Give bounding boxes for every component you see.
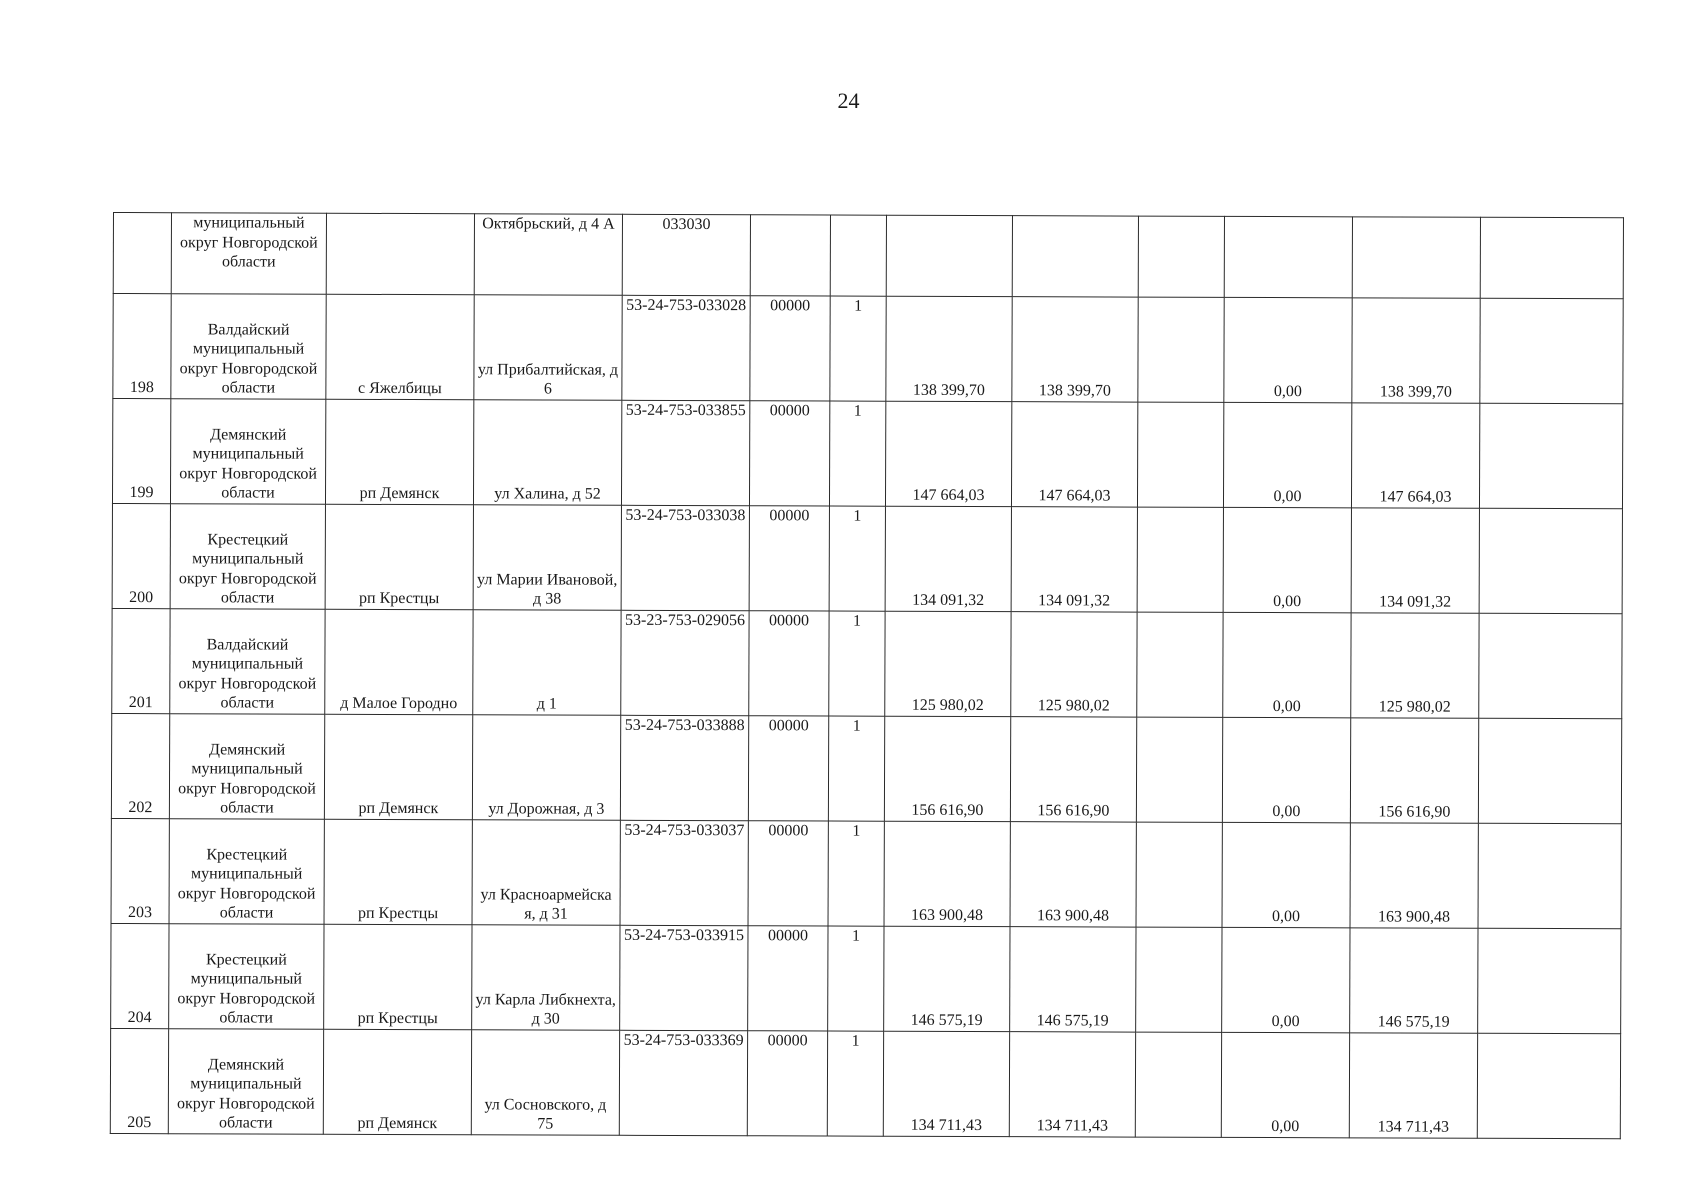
cell-amount1: 134 711,43 xyxy=(1009,1032,1135,1137)
cell-amount1: 156 616,90 xyxy=(1010,717,1136,822)
table-row xyxy=(110,1028,1620,1138)
cell-amount3: 134 711,43 xyxy=(1349,1033,1477,1138)
cell-code: 53-24-753-033888 xyxy=(620,715,748,820)
cell-total: 156 616,90 xyxy=(884,716,1010,821)
cell-amount2: 0,00 xyxy=(1222,927,1350,1032)
cell-municipality: Валдайский муниципальный округ Новгородской области xyxy=(170,609,325,715)
cell-total: 163 900,48 xyxy=(884,821,1010,926)
table-row-continuation xyxy=(113,213,1623,299)
cell-zeros: 00000 xyxy=(748,821,828,926)
cell-num: 204 xyxy=(111,923,169,1028)
table-row xyxy=(111,713,1621,823)
cell-amount1: 147 664,03 xyxy=(1011,402,1137,507)
cell-municipality: Демянский муниципальный округ Новгородской области xyxy=(168,1029,323,1135)
cell-code: 53-24-753-033855 xyxy=(621,400,749,505)
table-row xyxy=(112,399,1622,509)
cell-zeros: 00000 xyxy=(748,926,828,1031)
cell-code: 033030 xyxy=(622,214,750,295)
cell-amount1: 125 980,02 xyxy=(1011,612,1137,717)
cell-empty xyxy=(1136,927,1222,1032)
cell-address: ул Красноармейска я, д 31 xyxy=(472,820,620,926)
cell-empty xyxy=(1137,612,1223,717)
cell-address: д 1 xyxy=(473,610,621,716)
cell-amount1: 134 091,32 xyxy=(1011,507,1137,612)
cell-amount3: 146 575,19 xyxy=(1350,928,1478,1033)
cell-count: 1 xyxy=(829,506,885,611)
cell-locality: рп Демянск xyxy=(323,1029,471,1135)
cell-amount2: 0,00 xyxy=(1223,402,1351,507)
cell-zeros: 00000 xyxy=(748,716,828,821)
cell-empty xyxy=(1477,1033,1620,1138)
cell-count: 1 xyxy=(829,401,885,506)
cell-num: 200 xyxy=(112,503,170,608)
cell-code: 53-24-753-033369 xyxy=(619,1030,747,1135)
cell-amount2 xyxy=(1224,216,1352,297)
cell-count: 1 xyxy=(830,296,886,401)
cell-municipality: Демянский муниципальный округ Новгородской области xyxy=(170,399,325,505)
cell-zeros: 00000 xyxy=(749,506,829,611)
cell-total: 147 664,03 xyxy=(885,401,1011,506)
cell-address: ул Халина, д 52 xyxy=(473,400,621,506)
table-row xyxy=(112,608,1622,718)
cell-code: 53-24-753-033028 xyxy=(622,295,750,400)
cell-municipality: Крестецкий муниципальный округ Новгородской области xyxy=(169,819,324,925)
cell-locality: д Малое Городно xyxy=(325,609,473,715)
cell-address: ул Прибалтийская, д 6 xyxy=(474,295,622,401)
cell-locality: рп Крестцы xyxy=(324,819,472,925)
cell-empty xyxy=(1138,297,1224,402)
cell-address: ул Сосновского, д 75 xyxy=(471,1030,619,1136)
cell-amount1: 146 575,19 xyxy=(1010,927,1136,1032)
cell-municipality: Крестецкий муниципальный округ Новгородской области xyxy=(169,924,324,1030)
cell-amount2: 0,00 xyxy=(1222,822,1350,927)
cell-empty xyxy=(1478,718,1621,823)
cell-total: 146 575,19 xyxy=(884,926,1010,1031)
cell-num: 198 xyxy=(113,294,171,399)
cell-zeros xyxy=(750,215,830,296)
cell-empty xyxy=(1137,402,1223,507)
cell-amount2: 0,00 xyxy=(1223,507,1351,612)
cell-count: 1 xyxy=(828,821,884,926)
cell-zeros: 00000 xyxy=(747,1031,827,1136)
cell-num: 201 xyxy=(112,608,170,713)
cell-address: ул Дорожная, д 3 xyxy=(472,715,620,821)
cell-amount3 xyxy=(1352,217,1480,298)
cell-num xyxy=(113,213,171,294)
cell-locality: рп Демянск xyxy=(324,714,472,820)
cell-empty xyxy=(1138,216,1224,297)
cell-amount3: 147 664,03 xyxy=(1351,403,1479,508)
cell-amount3: 156 616,90 xyxy=(1350,718,1478,823)
page-number: 24 xyxy=(837,88,860,113)
cell-address: Октябрьский, д 4 А xyxy=(474,214,622,296)
cell-code: 53-24-753-033915 xyxy=(620,925,748,1030)
cell-empty xyxy=(1478,928,1621,1033)
cell-total: 134 091,32 xyxy=(885,506,1011,611)
cell-amount2: 0,00 xyxy=(1223,612,1351,717)
cell-zeros: 00000 xyxy=(749,611,829,716)
cell-empty xyxy=(1136,717,1222,822)
cell-address: ул Карла Либкнехта, д 30 xyxy=(472,925,620,1031)
cell-empty xyxy=(1135,1032,1221,1137)
cell-locality: рп Демянск xyxy=(325,399,473,505)
cell-num: 205 xyxy=(110,1028,168,1133)
cell-count: 1 xyxy=(827,1031,883,1136)
cell-code: 53-24-753-033038 xyxy=(621,505,749,610)
cell-municipality: Демянский муниципальный округ Новгородской области xyxy=(169,714,324,820)
cell-empty xyxy=(1480,298,1623,403)
table-row xyxy=(111,923,1621,1033)
cell-zeros: 00000 xyxy=(750,296,830,401)
cell-total: 134 711,43 xyxy=(883,1031,1009,1136)
cell-count xyxy=(830,215,886,296)
cell-locality: рп Крестцы xyxy=(324,924,472,1030)
cell-amount3: 163 900,48 xyxy=(1350,823,1478,928)
registry-table xyxy=(110,212,1624,1139)
cell-municipality: Крестецкий муниципальный округ Новгородской области xyxy=(170,504,325,610)
cell-amount2: 0,00 xyxy=(1222,717,1350,822)
cell-empty xyxy=(1479,403,1622,508)
cell-municipality: Валдайский муниципальный округ Новгородской области xyxy=(171,294,326,400)
cell-amount2: 0,00 xyxy=(1224,297,1352,402)
cell-address: ул Марии Ивановой, д 38 xyxy=(473,505,621,611)
cell-empty xyxy=(1479,613,1622,718)
cell-amount3: 138 399,70 xyxy=(1352,298,1480,403)
cell-municipality: муниципальный округ Новгородской области xyxy=(171,213,326,295)
cell-total: 138 399,70 xyxy=(886,296,1012,401)
cell-locality: рп Крестцы xyxy=(325,504,473,610)
cell-count: 1 xyxy=(828,926,884,1031)
cell-amount3: 125 980,02 xyxy=(1351,613,1479,718)
cell-locality xyxy=(326,213,474,295)
cell-amount1 xyxy=(1012,216,1138,297)
cell-code: 53-23-753-029056 xyxy=(621,610,749,715)
cell-num: 203 xyxy=(111,818,169,923)
cell-empty xyxy=(1136,822,1222,927)
table-row xyxy=(113,294,1623,404)
table-row xyxy=(112,503,1622,613)
cell-amount3: 134 091,32 xyxy=(1351,508,1479,613)
cell-zeros: 00000 xyxy=(749,401,829,506)
cell-empty xyxy=(1480,217,1623,298)
cell-empty xyxy=(1479,508,1622,613)
cell-amount1: 163 900,48 xyxy=(1010,822,1136,927)
cell-code: 53-24-753-033037 xyxy=(620,820,748,925)
cell-total xyxy=(886,215,1012,296)
cell-total: 125 980,02 xyxy=(885,611,1011,716)
cell-count: 1 xyxy=(828,716,884,821)
cell-num: 199 xyxy=(112,399,170,504)
cell-count: 1 xyxy=(829,611,885,716)
cell-amount2: 0,00 xyxy=(1221,1032,1349,1137)
cell-empty xyxy=(1137,507,1223,612)
cell-amount1: 138 399,70 xyxy=(1012,297,1138,402)
cell-empty xyxy=(1478,823,1621,928)
table-row xyxy=(111,818,1621,928)
cell-locality: с Яжелбицы xyxy=(326,294,474,400)
cell-num: 202 xyxy=(111,713,169,818)
